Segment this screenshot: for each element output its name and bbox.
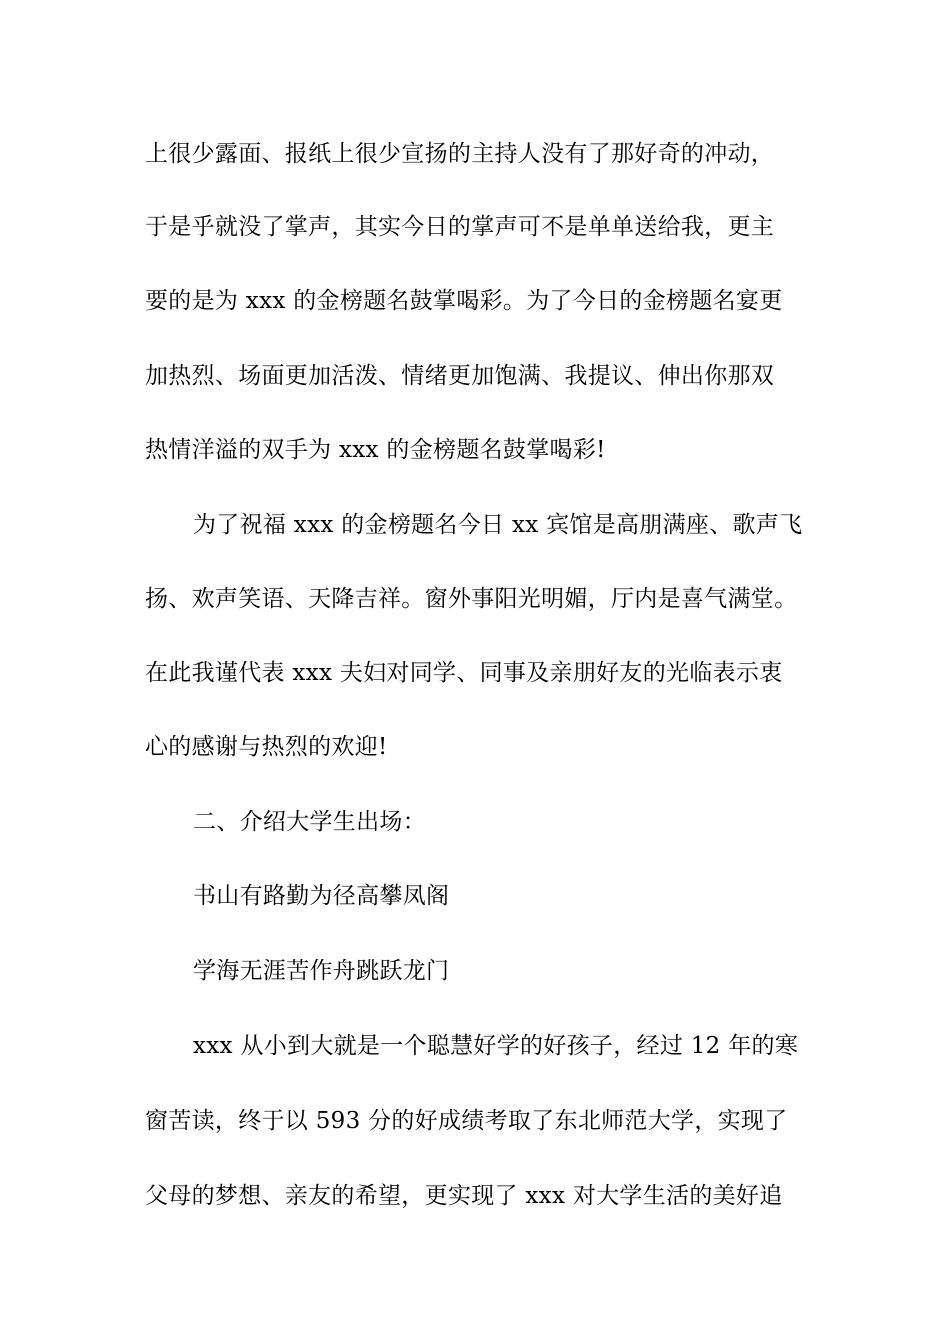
text-line: 扬、欢声笑语、天降吉祥。窗外事阳光明媚，厅内是喜气满堂。 <box>145 586 798 612</box>
text-line: 窗苦读，终于以 593 分的好成绩考取了东北师范大学，实现了 <box>145 1108 788 1134</box>
couplet-line: 书山有路勤为径高攀凤阁 <box>193 883 450 909</box>
text-line: 热情洋溢的双手为 xxx 的金榜题名鼓掌喝彩! <box>145 437 606 463</box>
text-line: 要的是为 xxx 的金榜题名鼓掌喝彩。为了今日的金榜题名宴更 <box>145 288 783 314</box>
text-line: 于是乎就没了掌声，其实今日的掌声可不是单单送给我，更主 <box>145 214 775 240</box>
text-line: 加热烈、场面更加活泼、情绪更加饱满、我提议、伸出你那双 <box>145 363 775 389</box>
text-line: 在此我谨代表 xxx 夫妇对同学、同事及亲朋好友的光临表示衷 <box>145 660 783 686</box>
section-heading: 二、介绍大学生出场： <box>193 809 426 835</box>
couplet-line: 学海无涯苦作舟跳跃龙门 <box>193 958 450 984</box>
text-line: 心的感谢与热烈的欢迎! <box>145 734 388 760</box>
paragraph-first-line: xxx 从小到大就是一个聪慧好学的好孩子，经过 12 年的寒 <box>193 1033 799 1059</box>
text-line: 父母的梦想、亲友的希望，更实现了 xxx 对大学生活的美好追 <box>145 1183 783 1209</box>
paragraph-first-line: 为了祝福 xxx 的金榜题名今日 xx 宾馆是高朋满座、歌声飞 <box>193 512 803 538</box>
text-line: 上很少露面、报纸上很少宣扬的主持人没有了那好奇的冲动， <box>145 141 775 167</box>
